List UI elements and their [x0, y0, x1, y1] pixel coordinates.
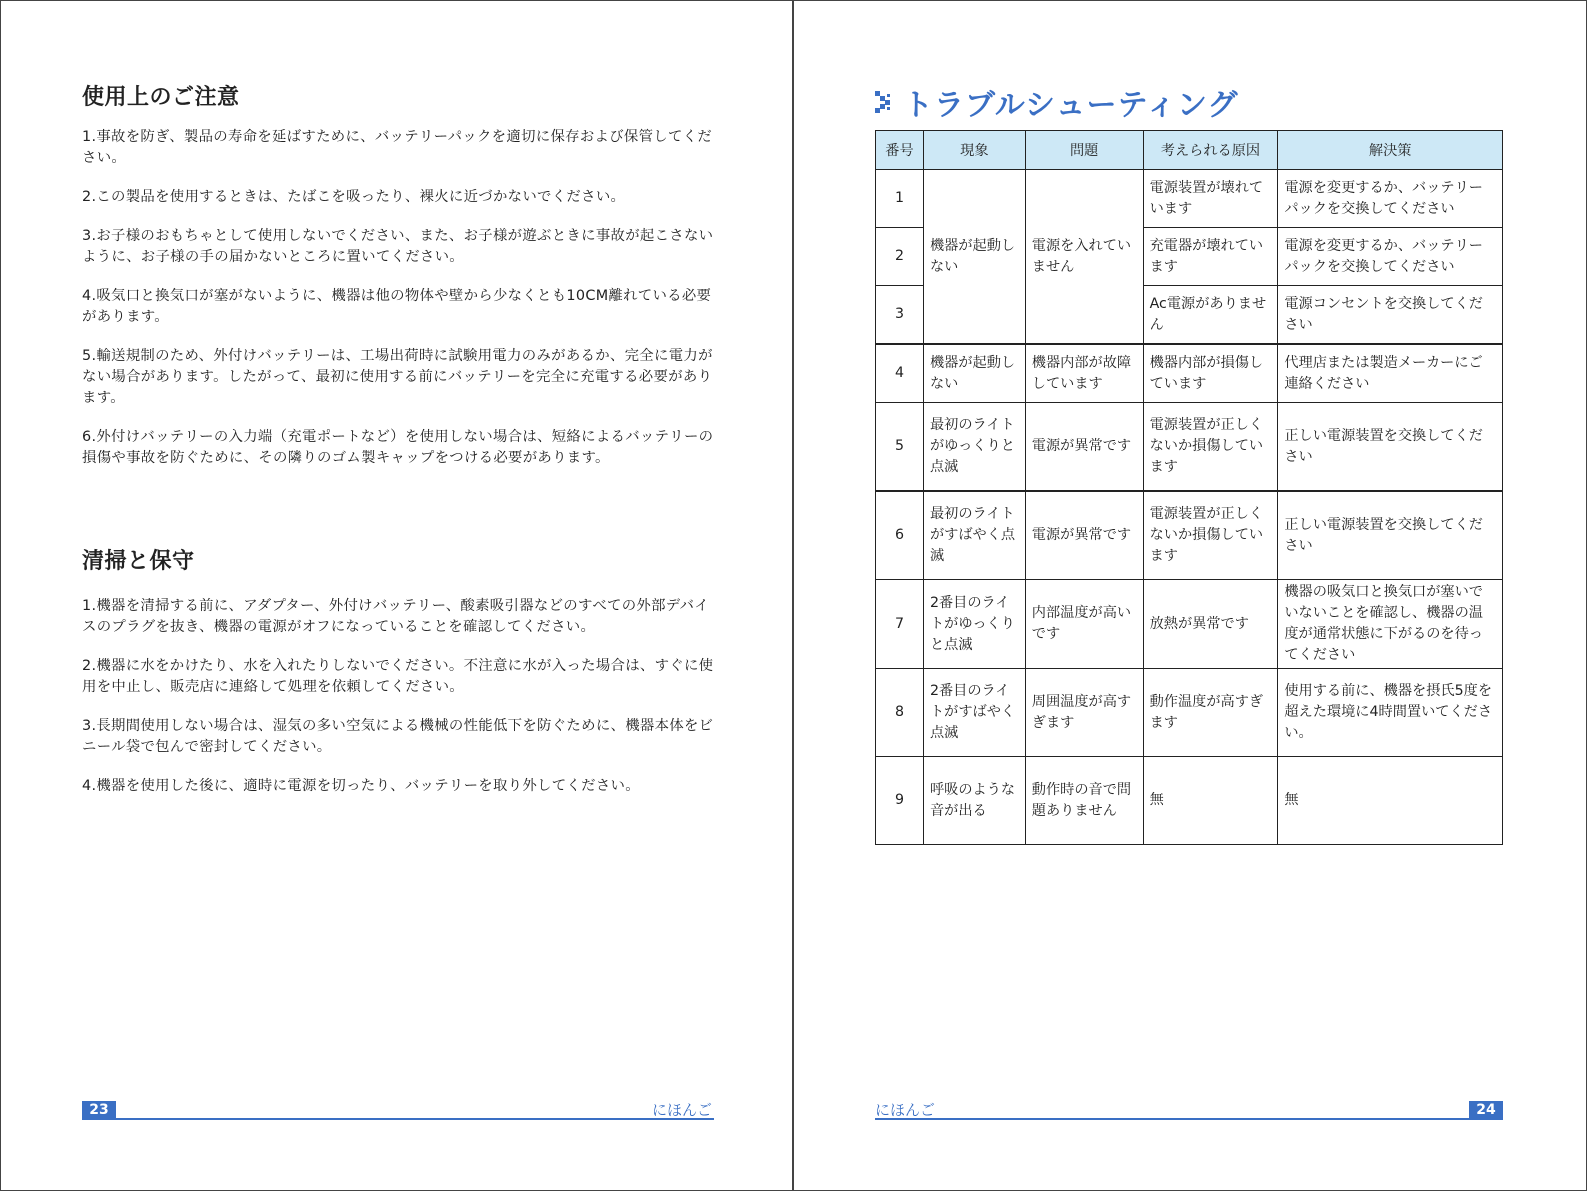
cell-cause: 機器内部が損傷しています — [1143, 344, 1278, 403]
table-row — [876, 491, 1503, 580]
cell-problem: 内部温度が高いです — [1025, 580, 1143, 669]
precaution-item: 2.この製品を使用するときは、たばこを吸ったり、裸火に近づかないでください。 — [82, 189, 626, 205]
cell-symptom: 機器が起動しない — [923, 170, 1025, 345]
header-symptom: 現象 — [923, 131, 1025, 170]
cell-cause: 動作温度が高すぎます — [1143, 669, 1278, 757]
footer-language-right: にほんご — [875, 1101, 936, 1119]
cell-number: 6 — [876, 491, 924, 580]
cell-cause: 電源装置が壊れています — [1143, 170, 1278, 228]
cell-cause: 充電器が壊れています — [1143, 228, 1278, 286]
chevron-double-right-icon — [875, 89, 897, 115]
cell-solution: 正しい電源装置を交換してください — [1278, 403, 1503, 492]
cell-symptom: 2番目のライトがすばやく点滅 — [923, 669, 1025, 757]
cell-cause: 放熱が異常です — [1143, 580, 1278, 669]
table-row — [876, 757, 1503, 845]
footer-rule-left — [82, 1118, 714, 1120]
table-row — [876, 170, 1503, 228]
precaution-item: 3.お子様のおもちゃとして使用しないでください、また、お子様が遊ぶときに事故が起こさないように、お子様の手の届かないところに置いてください。 — [82, 228, 714, 265]
precautions-list — [82, 127, 714, 487]
cell-number: 7 — [876, 580, 924, 669]
troubleshooting-title-text: トラブルシューティング — [903, 88, 1239, 123]
table-header-row — [876, 131, 1503, 170]
troubleshooting-table — [875, 130, 1503, 845]
section-title-precautions: 使用上のご注意 — [82, 85, 240, 110]
precaution-item: 4.吸気口と換気口が塞がないように、機器は他の物体や壁から少なくとも10CM離れている必要があります。 — [82, 288, 712, 325]
footer-rule-right — [875, 1118, 1503, 1120]
cell-solution: 電源を変更するか、バッテリーパックを交換してください — [1278, 170, 1503, 228]
cell-solution: 電源コンセントを交換してください — [1278, 286, 1503, 345]
troubleshooting-title — [875, 80, 1238, 124]
page-spine — [792, 0, 793, 1191]
table-row — [876, 580, 1503, 669]
cell-problem: 機器内部が故障しています — [1025, 344, 1143, 403]
cell-problem: 電源が異常です — [1025, 491, 1143, 580]
cell-symptom: 呼吸のような音が出る — [923, 757, 1025, 845]
cell-symptom: 最初のライトがゆっくりと点滅 — [923, 403, 1025, 492]
page-number-right: 24 — [1469, 1101, 1503, 1120]
footer-language-left: にほんご — [652, 1101, 713, 1119]
header-problem: 問題 — [1025, 131, 1143, 170]
precaution-item: 6.外付けバッテリーの入力端（充電ポートなど）を使用しない場合は、短絡によるバッテリーの損傷や事故を防ぐために、その隣りのゴム製キャップをつける必要があります。 — [82, 429, 714, 466]
cell-problem: 電源が異常です — [1025, 403, 1143, 492]
cell-solution: 無 — [1278, 757, 1503, 845]
cell-number: 3 — [876, 286, 924, 345]
cell-symptom: 2番目のライトがゆっくりと点滅 — [923, 580, 1025, 669]
cell-number: 2 — [876, 228, 924, 286]
cell-number: 9 — [876, 757, 924, 845]
cell-cause: Ac電源がありません — [1143, 286, 1278, 345]
table-row — [876, 344, 1503, 403]
page-number-left: 23 — [82, 1101, 116, 1120]
cell-cause: 無 — [1143, 757, 1278, 845]
cell-cause: 電源装置が正しくないか損傷しています — [1143, 491, 1278, 580]
cell-cause: 電源装置が正しくないか損傷しています — [1143, 403, 1278, 492]
cleaning-item: 4.機器を使用した後に、適時に電源を切ったり、バッテリーを取り外してください。 — [82, 778, 640, 794]
cell-solution: 使用する前に、機器を摂氏5度を超えた環境に4時間置いてください。 — [1278, 669, 1503, 757]
header-solution: 解決策 — [1278, 131, 1503, 170]
cell-number: 5 — [876, 403, 924, 492]
cell-symptom: 機器が起動しない — [923, 344, 1025, 403]
precaution-item: 1.事故を防ぎ、製品の寿命を延ばすために、バッテリーパックを適切に保存および保管してください。 — [82, 129, 713, 166]
precaution-item: 5.輸送規制のため、外付けバッテリーは、工場出荷時に試験用電力のみがあるか、完全に電力がない場合があります。したがって、最初に使用する前にバッテリーを完全に充電する必要があります。 — [82, 348, 713, 406]
table-row — [876, 403, 1503, 492]
cell-number: 1 — [876, 170, 924, 228]
cell-solution: 代理店または製造メーカーにご連絡ください — [1278, 344, 1503, 403]
cleaning-item: 3.長期間使用しない場合は、湿気の多い空気による機械の性能低下を防ぐために、機器本体をビニール袋で包んで密封してください。 — [82, 718, 714, 755]
header-cause: 考えられる原因 — [1143, 131, 1278, 170]
cell-solution: 電源を変更するか、バッテリーパックを交換してください — [1278, 228, 1503, 286]
cell-number: 4 — [876, 344, 924, 403]
cell-number: 8 — [876, 669, 924, 757]
cell-symptom: 最初のライトがすばやく点滅 — [923, 491, 1025, 580]
cleaning-item: 2.機器に水をかけたり、水を入れたりしないでください。不注意に水が入った場合は、すぐに使用を中止し、販売店に連絡して処理を依頼してください。 — [82, 658, 714, 695]
cell-problem: 動作時の音で問題ありません — [1025, 757, 1143, 845]
cell-solution: 機器の吸気口と換気口が塞いでいないことを確認し、機器の温度が通常状態に下がるのを待ってください — [1278, 580, 1503, 669]
cell-problem: 周囲温度が高すぎます — [1025, 669, 1143, 757]
cell-problem: 電源を入れていません — [1025, 170, 1143, 345]
section-title-cleaning: 清掃と保守 — [82, 549, 195, 574]
header-number: 番号 — [876, 131, 924, 170]
cleaning-list — [82, 596, 714, 815]
table-row — [876, 669, 1503, 757]
cell-solution: 正しい電源装置を交換してください — [1278, 491, 1503, 580]
cleaning-item: 1.機器を清掃する前に、アダプター、外付けバッテリー、酸素吸引器などのすべての外部デバイスのプラグを抜き、機器の電源がオフになっていることを確認してください。 — [82, 598, 710, 635]
